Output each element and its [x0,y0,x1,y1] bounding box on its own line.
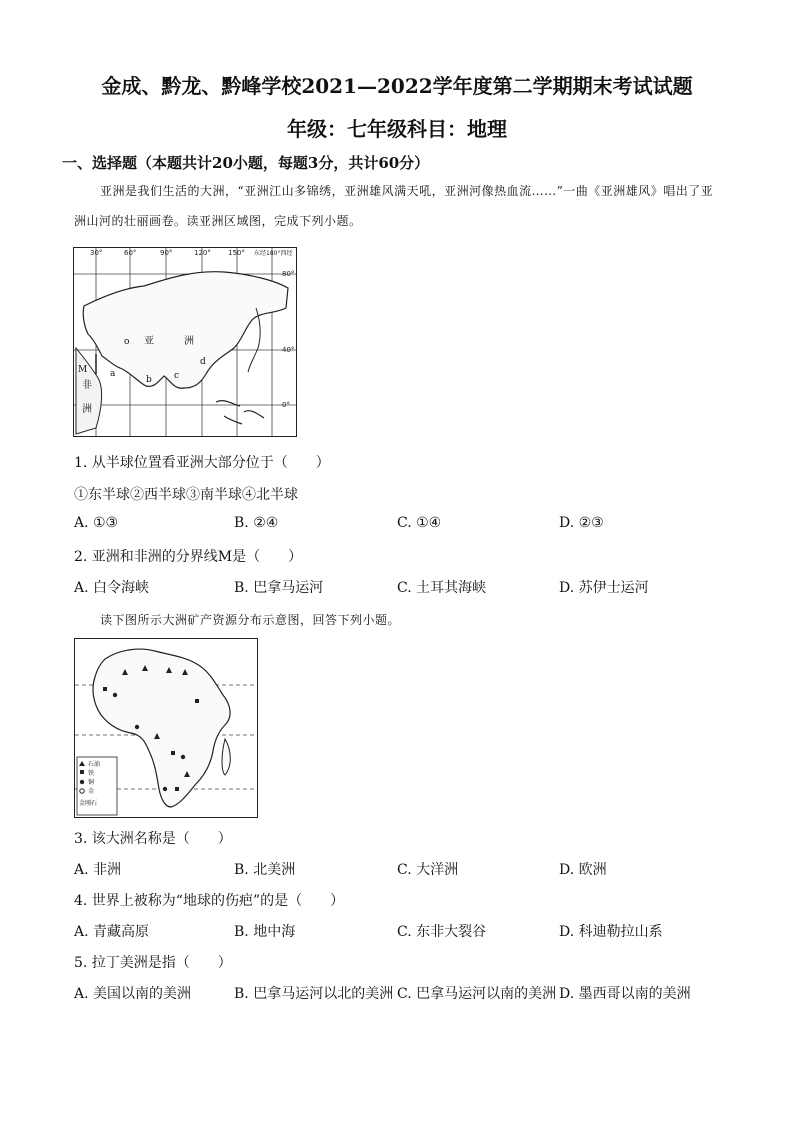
africa-map-svg [75,639,257,817]
question-2-stem: 2. 亚洲和非洲的分界线M是（ ） [74,549,303,565]
question-1-stem: 1. 从半球位置看亚洲大部分位于（ ） [74,455,330,471]
africa-label-1: 非 [82,380,92,391]
asia-map-svg [74,248,296,436]
question-4-stem: 4. 世界上被称为“地球的伤疤”的是（ ） [74,893,345,909]
q3-option-b[interactable]: B. 北美洲 [234,862,296,878]
q2-option-c[interactable]: C. 土耳其海峡 [397,580,487,596]
lon-label-30: 30° [90,249,103,257]
q1-option-b[interactable]: B. ②④ [234,515,279,531]
lon-label-60: 60° [124,249,137,257]
africa-label-2: 洲 [82,404,92,415]
q3-option-d[interactable]: D. 欧洲 [559,862,607,878]
q4-option-a[interactable]: A. 青藏高原 [74,924,150,940]
letter-b: b [146,375,152,385]
asia-map [73,247,297,437]
letter-m: M [78,365,88,375]
lat-label-40: 40° [282,346,295,354]
q4-option-d[interactable]: D. 科迪勒拉山系 [559,924,663,940]
q5-option-c[interactable]: C. 巴拿马运河以南的美洲 [397,986,557,1002]
question-1-statements: ①东半球②西半球③南半球④北半球 [74,487,298,503]
letter-a: a [110,369,116,379]
q2-option-a[interactable]: A. 白令海峡 [74,580,150,596]
exam-subtitle: 年级：七年级科目：地理 [287,117,507,141]
africa-outline [76,348,102,434]
q4-option-b[interactable]: B. 地中海 [234,924,296,940]
question-3-stem: 3. 该大洲名称是（ ） [74,831,232,847]
lat-label-0: 0° [282,401,290,409]
section-heading: 一、选择题（本题共计20小题，每题3分，共计60分） [62,154,430,172]
q1-option-d[interactable]: D. ②③ [559,515,604,531]
legend-gold: 金 [88,788,95,795]
legend-iron: 铁 [88,770,95,777]
q4-option-c[interactable]: C. 东非大裂谷 [397,924,487,940]
letter-d: d [200,357,206,367]
intro-asia: 亚洲是我们生活的大洲，“亚洲江山多锦绣，亚洲雄风满天吼，亚洲河像热血流……”一曲《亚洲雄风》唱出了亚洲山河的壮丽画卷。读亚洲区域图，完成下列小题。 [74,184,714,228]
legend-copper: 铜 [88,779,95,786]
letter-c: c [174,371,180,381]
q1-option-c[interactable]: C. ①④ [397,515,442,531]
question-5-stem: 5. 拉丁美洲是指（ ） [74,955,232,971]
q5-option-b[interactable]: B. 巴拿马运河以北的美洲 [234,986,394,1002]
q1-option-a[interactable]: A. ①③ [74,515,119,531]
q3-option-c[interactable]: C. 大洋洲 [397,862,459,878]
letter-o: o [124,337,130,347]
madagascar-outline [222,739,230,775]
lat-label-80: 80° [282,270,295,278]
africa-map [74,638,258,818]
lon-label-150: 150° [228,249,245,257]
intro-africa: 读下图所示大洲矿产资源分布示意图，回答下列小题。 [100,613,401,627]
legend-oil: 石油 [88,761,101,768]
q2-option-b[interactable]: B. 巴拿马运河 [234,580,324,596]
q5-option-a[interactable]: A. 美国以南的美洲 [74,986,192,1002]
q2-option-d[interactable]: D. 苏伊士运河 [559,580,649,596]
q3-option-a[interactable]: A. 非洲 [74,862,122,878]
q5-option-d[interactable]: D. 墨西哥以南的美洲 [559,986,691,1002]
asia-label-1: 亚 [144,336,154,347]
lon-label-90: 90° [160,249,173,257]
lon-label-180: 东经180°西经 [254,250,293,257]
island-chain [216,401,264,424]
exam-title: 金成、黔龙、黔峰学校2021—2022学年度第二学期期末考试试题 [101,74,693,98]
asia-label-2: 洲 [184,336,194,347]
legend-diamond: 金刚石 [79,800,98,807]
lon-label-120: 120° [194,249,211,257]
